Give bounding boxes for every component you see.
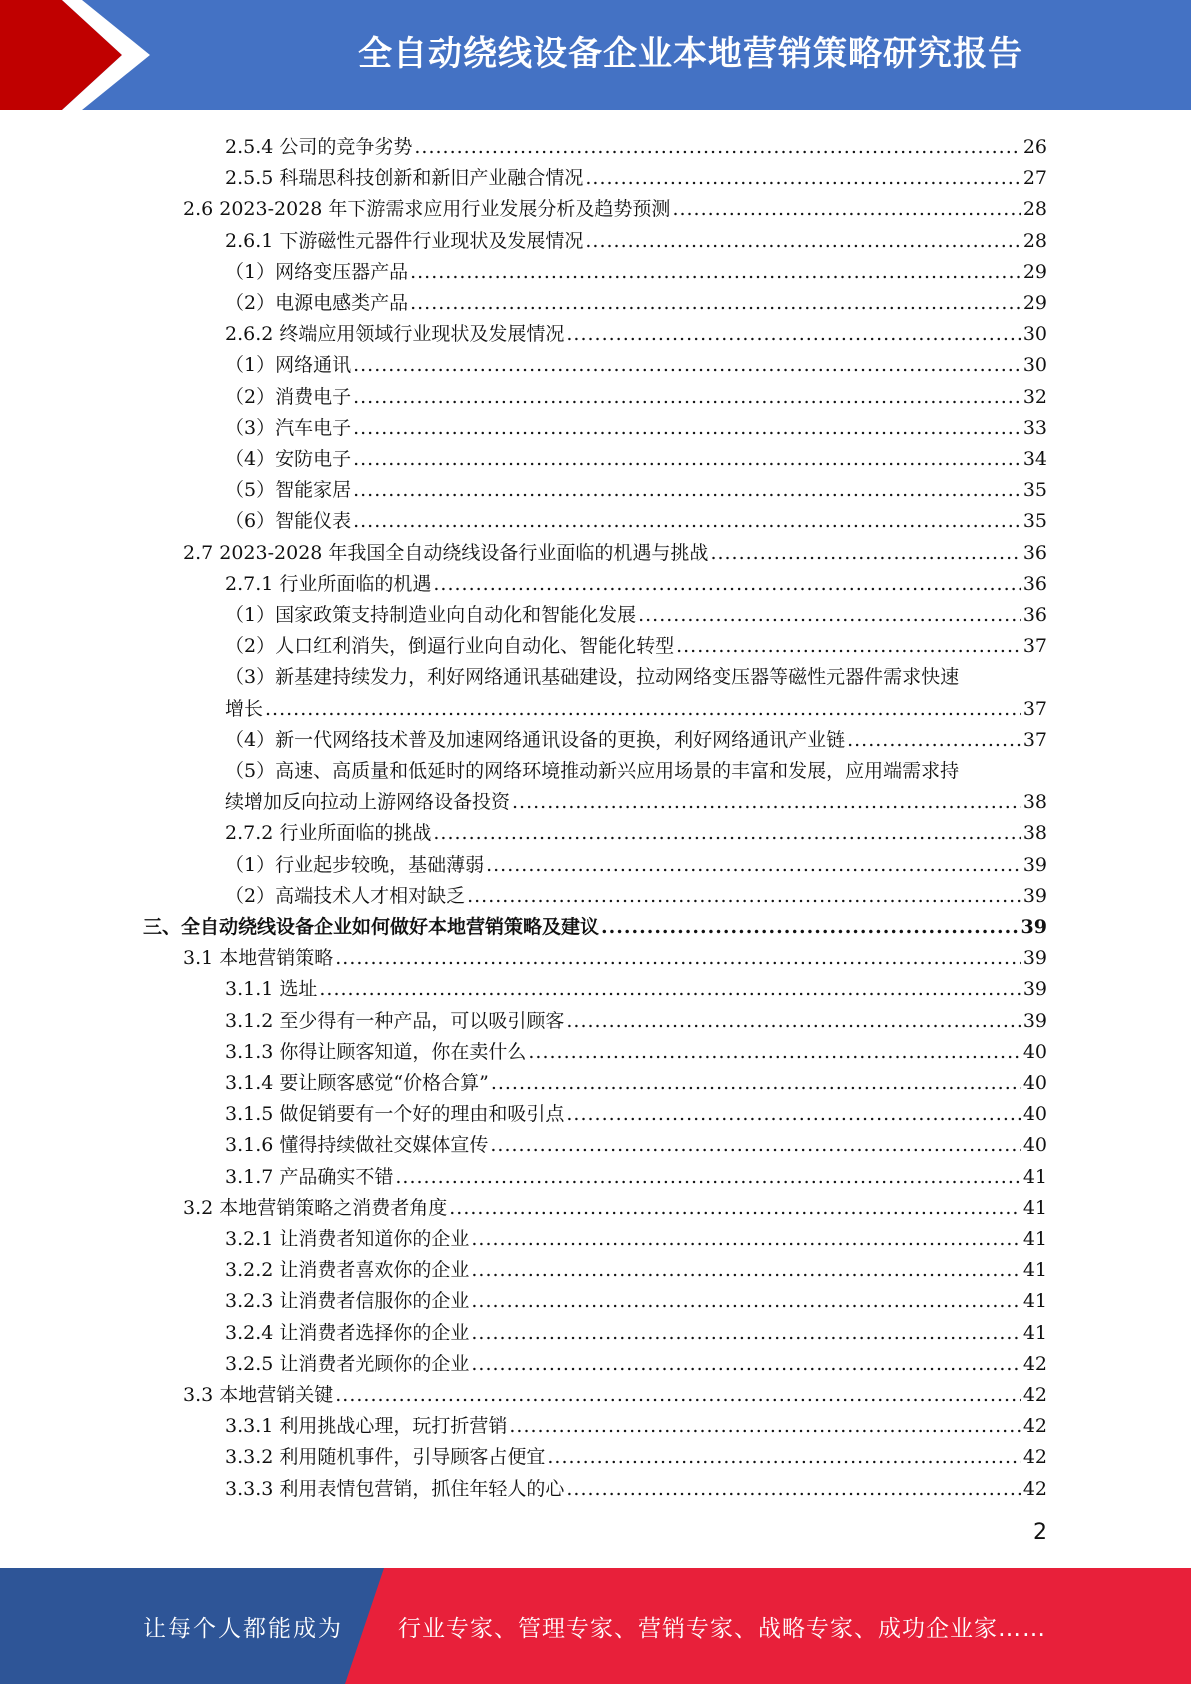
toc-entry[interactable]	[225, 284, 1047, 315]
report-title: 全自动绕线设备企业本地营销策略研究报告	[358, 34, 1023, 74]
toc-leader-dots	[433, 572, 1020, 596]
toc-leader-dots	[410, 260, 1021, 284]
toc-leader-dots	[601, 915, 1019, 939]
toc-entry[interactable]	[225, 1220, 1047, 1251]
toc-leader-dots	[433, 821, 1020, 845]
toc-entry-label: （4）安防电子	[225, 448, 352, 470]
toc-entry-page: 39	[1022, 978, 1047, 1001]
toc-entry[interactable]	[225, 378, 1047, 409]
toc-entry[interactable]	[225, 346, 1047, 377]
toc-leader-dots	[566, 322, 1020, 346]
toc-leader-dots	[710, 541, 1020, 565]
toc-entry-label: 2.5.4 公司的竞争劣势	[225, 136, 413, 158]
toc-leader-dots	[353, 447, 1021, 471]
toc-entry-page: 26	[1022, 136, 1047, 158]
toc-leader-dots	[335, 946, 1021, 970]
toc-entry[interactable]	[183, 190, 1047, 221]
toc-entry-page: 40	[1022, 1040, 1047, 1063]
toc-entry-label: 3.3 本地营销关键	[183, 1384, 334, 1406]
toc-entry[interactable]	[225, 627, 1047, 658]
toc-entry-page: 29	[1022, 260, 1047, 283]
toc-entry-label: 2.7.1 行业所面临的机遇	[225, 572, 432, 595]
toc-entry-label: （1）网络变压器产品	[225, 260, 409, 283]
toc-entry-label: 续增加反向拉动上游网络设备投资	[225, 791, 511, 814]
toc-entry[interactable]	[225, 502, 1047, 533]
page-number: 2	[1033, 1520, 1047, 1545]
toc-entry-label: 2.6.2 终端应用领域行业现状及发展情况	[225, 323, 565, 346]
toc-entry-label: （1）国家政策支持制造业向自动化和智能化发展	[225, 604, 637, 626]
footer-slogan-right: 行业专家、管理专家、营销专家、战略专家、成功企业家……	[398, 1616, 1046, 1642]
toc-leader-dots	[528, 1040, 1020, 1064]
toc-entry-page: 35	[1022, 510, 1047, 533]
toc-entry-label: （2）消费电子	[225, 385, 352, 408]
page-header	[0, 0, 1191, 110]
toc-leader-dots	[353, 385, 1021, 409]
toc-leader-dots	[265, 697, 1021, 721]
toc-entry-page: 27	[1022, 167, 1047, 190]
toc-entry-page: 42	[1022, 1415, 1047, 1438]
toc-entry[interactable]	[225, 1314, 1047, 1345]
toc-entry[interactable]	[225, 970, 1047, 1001]
toc-entry-page: 36	[1022, 604, 1047, 626]
toc-entry-page: 39	[1022, 1009, 1047, 1032]
toc-entry-page: 39	[1022, 947, 1047, 970]
toc-entry-label: 3.2 本地营销策略之消费者角度	[183, 1196, 448, 1219]
toc-leader-dots	[509, 1414, 1020, 1438]
toc-entry[interactable]	[225, 1095, 1047, 1126]
toc-entry[interactable]	[183, 939, 1047, 970]
toc-entry-page: 37	[1022, 728, 1047, 751]
toc-entry-page: 35	[1022, 479, 1047, 502]
toc-leader-dots	[585, 229, 1020, 253]
toc-entry-label: 3.1.5 做促销要有一个好的理由和吸引点	[225, 1103, 565, 1126]
toc-entry-label: 3.1.2 至少得有一种产品，可以吸引顾客	[225, 1009, 565, 1032]
toc-leader-dots	[353, 478, 1021, 502]
toc-entry-page: 39	[1022, 853, 1047, 876]
toc-entry-label: 3.2.3 让消费者信服你的企业	[225, 1290, 470, 1313]
toc-entry-label: （2）高端技术人才相对缺乏	[225, 884, 466, 907]
toc-leader-dots	[353, 509, 1021, 533]
toc-leader-dots	[638, 603, 1021, 627]
toc-leader-dots	[566, 1102, 1020, 1126]
toc-leader-dots	[353, 416, 1021, 440]
toc-leader-dots	[676, 634, 1021, 658]
toc-entry[interactable]	[225, 752, 1047, 783]
toc-leader-dots	[672, 197, 1020, 221]
toc-entry[interactable]	[225, 222, 1047, 253]
toc-entry[interactable]	[225, 565, 1047, 596]
toc-entry-label: 三、全自动绕线设备企业如何做好本地营销策略及建议	[143, 916, 600, 938]
toc-entry[interactable]	[183, 534, 1047, 565]
toc-leader-dots	[486, 853, 1021, 877]
toc-entry[interactable]	[225, 1438, 1047, 1469]
toc-entry-label: 2.5.5 科瑞思科技创新和新旧产业融合情况	[225, 167, 584, 190]
toc-entry-page: 41	[1022, 1165, 1047, 1188]
toc-leader-dots	[471, 1352, 1020, 1376]
toc-entry-label: 3.2.5 让消费者光顾你的企业	[225, 1352, 470, 1375]
toc-entry-label: 2.7.2 行业所面临的挑战	[225, 822, 432, 845]
toc-entry[interactable]	[225, 814, 1047, 845]
toc-entry[interactable]	[225, 1407, 1047, 1438]
toc-entry-label: 3.3.2 利用随机事件，引导顾客占便宜	[225, 1446, 546, 1469]
toc-entry-label: （1）行业起步较晚，基础薄弱	[225, 853, 485, 876]
toc-entry-page: 38	[1022, 791, 1047, 814]
toc-entry[interactable]	[225, 877, 1047, 908]
toc-entry-label: 增长	[225, 697, 264, 720]
toc-entry-label: 3.3.1 利用挑战心理，玩打折营销	[225, 1415, 508, 1438]
page-footer	[0, 1568, 1191, 1684]
toc-entry-label: （4）新一代网络技术普及加速网络通讯设备的更换，利好网络通讯产业链	[225, 728, 846, 751]
toc-entry[interactable]	[143, 908, 1047, 939]
toc-entry[interactable]	[183, 1189, 1047, 1220]
toc-entry[interactable]	[225, 596, 1047, 627]
toc-entry-page: 40	[1022, 1103, 1047, 1126]
toc-entry[interactable]	[225, 1251, 1047, 1282]
toc-entry-page: 36	[1022, 541, 1047, 564]
toc-entry[interactable]	[225, 1282, 1047, 1313]
toc-leader-dots	[547, 1445, 1020, 1469]
toc-entry-label: （5）高速、高质量和低延时的网络环境推动新兴应用场景的丰富和发展，应用端需求持	[225, 760, 960, 782]
toc-entry[interactable]	[225, 1345, 1047, 1376]
toc-leader-dots	[847, 728, 1021, 752]
toc-entry-page: 41	[1022, 1259, 1047, 1282]
toc-leader-dots	[566, 1009, 1020, 1033]
toc-leader-dots	[467, 884, 1021, 908]
toc-entry-page: 30	[1022, 323, 1047, 346]
toc-entry-label: （6）智能仪表	[225, 510, 352, 533]
toc-entry-page: 40	[1022, 1134, 1047, 1157]
toc-entry-page: 28	[1022, 229, 1047, 252]
toc-entry-page: 36	[1022, 572, 1047, 595]
toc-entry-page: 29	[1022, 292, 1047, 314]
header-arrow-decoration	[0, 0, 150, 110]
toc-entry-label: （3）汽车电子	[225, 416, 352, 439]
toc-entry-label: 3.1.4 要让顾客感觉“价格合算”	[225, 1072, 489, 1094]
toc-leader-dots	[491, 1071, 1021, 1095]
toc-leader-dots	[410, 291, 1021, 315]
toc-entry-label: （1）网络通讯	[225, 354, 352, 377]
toc-entry[interactable]	[225, 1126, 1047, 1157]
toc-entry-label: 3.2.2 让消费者喜欢你的企业	[225, 1259, 470, 1282]
toc-entry[interactable]	[225, 409, 1047, 440]
toc-entry-label: 3.1.1 选址	[225, 978, 318, 1001]
toc-entry[interactable]	[225, 846, 1047, 877]
toc-entry[interactable]	[225, 253, 1047, 284]
toc-entry[interactable]	[225, 128, 1047, 159]
toc-entry-page: 33	[1022, 416, 1047, 439]
toc-entry[interactable]	[225, 1033, 1047, 1064]
toc-entry-page: 42	[1022, 1446, 1047, 1469]
toc-entry-label: 3.1 本地营销策略	[183, 947, 334, 970]
toc-entry-label: 2.6.1 下游磁性元器件行业现状及发展情况	[225, 229, 584, 252]
toc-entry-label: 3.2.1 让消费者知道你的企业	[225, 1228, 470, 1250]
toc-entry[interactable]	[225, 440, 1047, 471]
toc-entry[interactable]	[183, 1376, 1047, 1407]
toc-entry[interactable]	[225, 690, 1047, 721]
toc-entry[interactable]	[225, 658, 1047, 689]
toc-entry-label: （5）智能家居	[225, 479, 352, 502]
toc-entry-label: 3.3.3 利用表情包营销，抓住年轻人的心	[225, 1477, 565, 1500]
toc-entry-page: 39	[1022, 884, 1047, 907]
toc-leader-dots	[471, 1227, 1020, 1251]
toc-entry-page: 28	[1022, 198, 1047, 221]
toc-entry-page: 41	[1022, 1290, 1047, 1313]
toc-entry-page: 42	[1022, 1384, 1047, 1406]
toc-entry[interactable]	[225, 721, 1047, 752]
toc-leader-dots	[566, 1477, 1020, 1501]
toc-entry-label: （3）新基建持续发力，利好网络通讯基础建设，拉动网络变压器等磁性元器件需求快速	[225, 666, 960, 689]
toc-entry[interactable]	[225, 315, 1047, 346]
toc-entry-page: 38	[1022, 822, 1047, 845]
toc-entry-label: 3.1.7 产品确实不错	[225, 1165, 394, 1188]
toc-entry-label: 3.2.4 让消费者选择你的企业	[225, 1321, 470, 1344]
toc-entry-page: 40	[1022, 1072, 1047, 1094]
toc-leader-dots	[471, 1321, 1020, 1345]
toc-entry-page: 37	[1022, 697, 1047, 720]
toc-leader-dots	[414, 135, 1020, 159]
toc-entry-page: 41	[1022, 1228, 1047, 1250]
toc-entry-page: 30	[1022, 354, 1047, 377]
toc-entry[interactable]	[225, 1158, 1047, 1189]
toc-leader-dots	[512, 790, 1021, 814]
toc-entry-page: 42	[1022, 1477, 1047, 1500]
toc-entry-page: 32	[1022, 385, 1047, 408]
toc-entry[interactable]	[225, 783, 1047, 814]
toc-entry[interactable]	[225, 471, 1047, 502]
toc-leader-dots	[471, 1258, 1020, 1282]
toc-leader-dots	[490, 1133, 1020, 1157]
toc-entry-page: 41	[1022, 1196, 1047, 1219]
toc-entry-label: 2.7 2023-2028 年我国全自动绕线设备行业面临的机遇与挑战	[183, 541, 709, 564]
toc-entry-label: （2）电源电感类产品	[225, 292, 409, 314]
toc-entry[interactable]	[225, 1470, 1047, 1501]
toc-leader-dots	[585, 166, 1020, 190]
toc-leader-dots	[353, 353, 1021, 377]
toc-entry[interactable]	[225, 1002, 1047, 1033]
toc-entry-label: 3.1.3 你得让顾客知道，你在卖什么	[225, 1040, 527, 1063]
toc-entry-label: 3.1.6 懂得持续做社交媒体宣传	[225, 1134, 489, 1157]
toc-entry-page: 37	[1022, 635, 1047, 658]
toc-leader-dots	[319, 977, 1020, 1001]
toc-leader-dots	[471, 1289, 1020, 1313]
toc-leader-dots	[449, 1196, 1021, 1220]
toc-entry-page: 42	[1022, 1352, 1047, 1375]
toc-entry-label: （2）人口红利消失，倒逼行业向自动化、智能化转型	[225, 635, 675, 658]
toc-entry-page: 41	[1022, 1321, 1047, 1344]
toc-entry-page: 39	[1020, 916, 1047, 938]
toc-entry[interactable]	[225, 1064, 1047, 1095]
footer-slogan-left: 让每个人都能成为	[143, 1616, 343, 1642]
toc-entry[interactable]	[225, 159, 1047, 190]
toc-leader-dots	[335, 1383, 1021, 1407]
toc-entry-page: 34	[1022, 448, 1047, 470]
toc-entry-label: 2.6 2023-2028 年下游需求应用行业发展分析及趋势预测	[183, 198, 671, 221]
toc-leader-dots	[395, 1165, 1020, 1189]
